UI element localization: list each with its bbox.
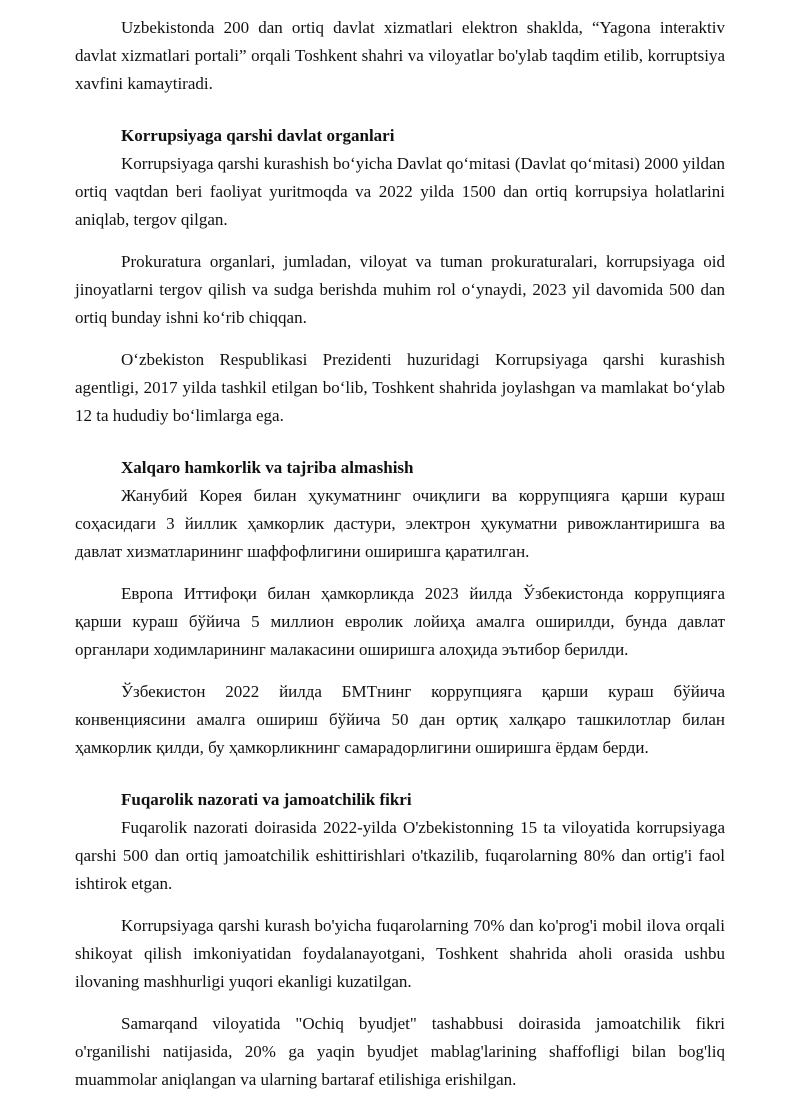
section-state-bodies [75, 122, 725, 430]
section-international-cooperation [75, 454, 725, 762]
paragraph: Ўзбекистон 2022 йилда БМТнинг коррупцияга қарши кураш бўйича конвенциясини амалга ошириш бўйича 50 дан ортиқ халқаро ташкилотлар билан ҳамкорлик қилди, бу ҳамкорликнинг самарадорлигини оширишга ёрдам берди. [75, 682, 725, 757]
paragraph: Жанубий Корея билан ҳукуматнинг очиқлиги ва коррупцияга қарши кураш соҳасидаги 3 йиллик ҳамкорлик дастури, электрон ҳукуматни ривожлантиришга ва давлат хизматларининг шаффофлигини оширишга қаратилган. [75, 486, 725, 561]
paragraph: Европа Иттифоқи билан ҳамкорликда 2023 йилда Ўзбекистонда коррупцияга қарши кураш бўйича 5 миллион евролик лойиҳа амалга оширилди, бунда давлат органлари ходимларининг малакасини оширишга алоҳида эътибор берилди. [75, 584, 725, 659]
paragraph: O‘zbekiston Respublikasi Prezidenti huzuridagi Korrupsiyaga qarshi kurashish agentligi, 2017 yilda tashkil etilgan bo‘lib, Toshkent shahrida joylashgan va mamlakat bo‘ylab 12 ta hududiy bo‘limlarga ega. [75, 350, 725, 425]
section-heading: Korrupsiyaga qarshi davlat organlari [121, 126, 395, 145]
paragraph: Fuqarolik nazorati doirasida 2022-yilda O'zbekistonning 15 ta viloyatida korrupsiyaga qarshi 500 dan ortiq jamoatchilik eshittirishlari o'tkazilib, fuqarolarning 80% dan ortig'i faol ishtirok etgan. [75, 818, 725, 893]
intro-paragraph: Uzbekistonda 200 dan ortiq davlat xizmatlari elektron shaklda, “Yagona interaktiv davlat xizmatlari portali” orqali Toshkent shahri va viloyatlar bo'ylab taqdim etilib, korruptsiya xavfini kamaytiradi. [75, 18, 725, 93]
section-heading: Fuqarolik nazorati va jamoatchilik fikri [121, 790, 412, 809]
paragraph: Korrupsiyaga qarshi kurashish bo‘yicha Davlat qo‘mitasi (Davlat qo‘mitasi) 2000 yildan ortiq vaqtdan beri faoliyat yuritmoqda va 2022 yilda 1500 dan ortiq korrupsiya holatlarini aniqlab, tergov qilgan. [75, 154, 725, 229]
intro-section [75, 14, 725, 98]
section-heading: Xalqaro hamkorlik va tajriba almashish [121, 458, 414, 477]
paragraph: Samarqand viloyatida "Ochiq byudjet" tashabbusi doirasida jamoatchilik fikri o'rganilishi natijasida, 20% ga yaqin byudjet mablag'larining shaffofligi bilan bog'liq muammolar aniqlangan va ularning bartaraf etilishiga erishilgan. [75, 1014, 725, 1089]
section-civic-oversight [75, 786, 725, 1094]
paragraph: Prokuratura organlari, jumladan, viloyat va tuman prokuraturalari, korrupsiyaga oid jinoyatlarni tergov qilish va sudga berishda muhim rol o‘ynaydi, 2023 yil davomida 500 dan ortiq bunday ishni ko‘rib chiqqan. [75, 252, 725, 327]
paragraph: Korrupsiyaga qarshi kurash bo'yicha fuqarolarning 70% dan ko'prog'i mobil ilova orqali shikoyat qilish imkoniyatidan foydalanayotgani, Toshkent shahrida aholi orasida ushbu ilovaning mashhurligi yuqori ekanligi kuzatilgan. [75, 916, 725, 991]
